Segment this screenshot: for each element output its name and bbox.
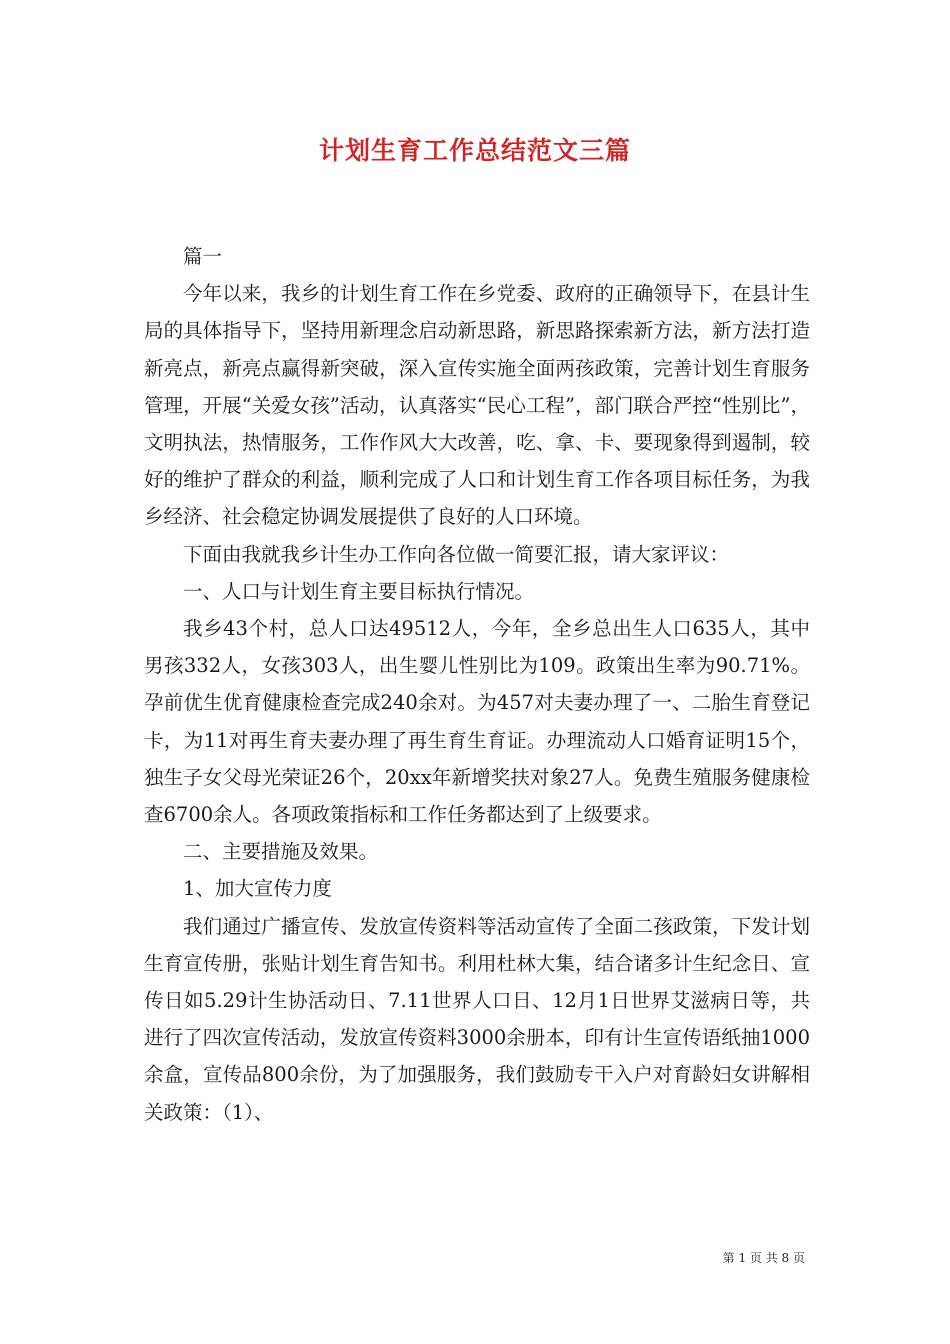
paragraph: 今年以来，我乡的计划生育工作在乡党委、政府的正确领导下，在县计生局的具体指导下，坚持用新理念启动新思路，新思路探索新方法，新方法打造新亮点，新亮点赢得新突破，深入宣传实施全面两孩政策，完善计划生育服务管理，开展“关爱女孩”活动，认真落实“民心工程”，部门联合严控“性别比”，文明执法，热情服务，工作作风大大改善，吃、拿、卡、要现象得到遏制，较好的维护了群众的利益，顺利完成了人口和计划生育工作各项目标任务，为我乡经济、社会稳定协调发展提供了良好的人口环境。 [144,282,810,529]
subheading: 二、主要措施及效果。 [183,840,379,864]
document-body [144,238,810,1131]
subheading: 一、人口与计划生育主要目标执行情况。 [183,579,535,603]
document-title: 计划生育工作总结范文三篇 [318,136,631,165]
paragraph: 下面由我就我乡计生办工作向各位做一简要汇报，请大家评议： [183,542,730,566]
paragraph: 我们通过广播宣传、发放宣传资料等活动宣传了全面二孩政策，下发计划生育宣传册，张贴计划生育告知书。利用杜林大集，结合诸多计生纪念日、宣传日如5.29计生协活动日、7.11世界人口日、12月1日世界艾滋病日等，共进行了四次宣传活动，发放宣传资料3000余册本，印有计生宣传语纸抽1000余盒，宣传品800余份，为了加强服务，我们鼓励专干入户对育龄妇女讲解相关政策：（1）、 [144,914,810,1124]
subheading: 1、加大宣传力度 [183,877,332,901]
paragraph: 我乡43个村，总人口达49512人，今年，全乡总出生人口635人，其中男孩332人，女孩303人，出生婴儿性别比为109。政策出生率为90.71%。孕前优生优育健康检查完成240余对。为457对夫妻办理了一、二胎生育登记卡，为11对再生育夫妻办理了再生育生育证。办理流动人口婚育证明15个，独生子女父母光荣证26个，20xx年新增奖扶对象27人。免费生殖服务健康检查6700余人。各项政策指标和工作任务都达到了上级要求。 [144,617,810,827]
page-number: 第 1 页 共 8 页 [722,1251,805,1265]
section-heading: 篇一 [183,245,223,268]
